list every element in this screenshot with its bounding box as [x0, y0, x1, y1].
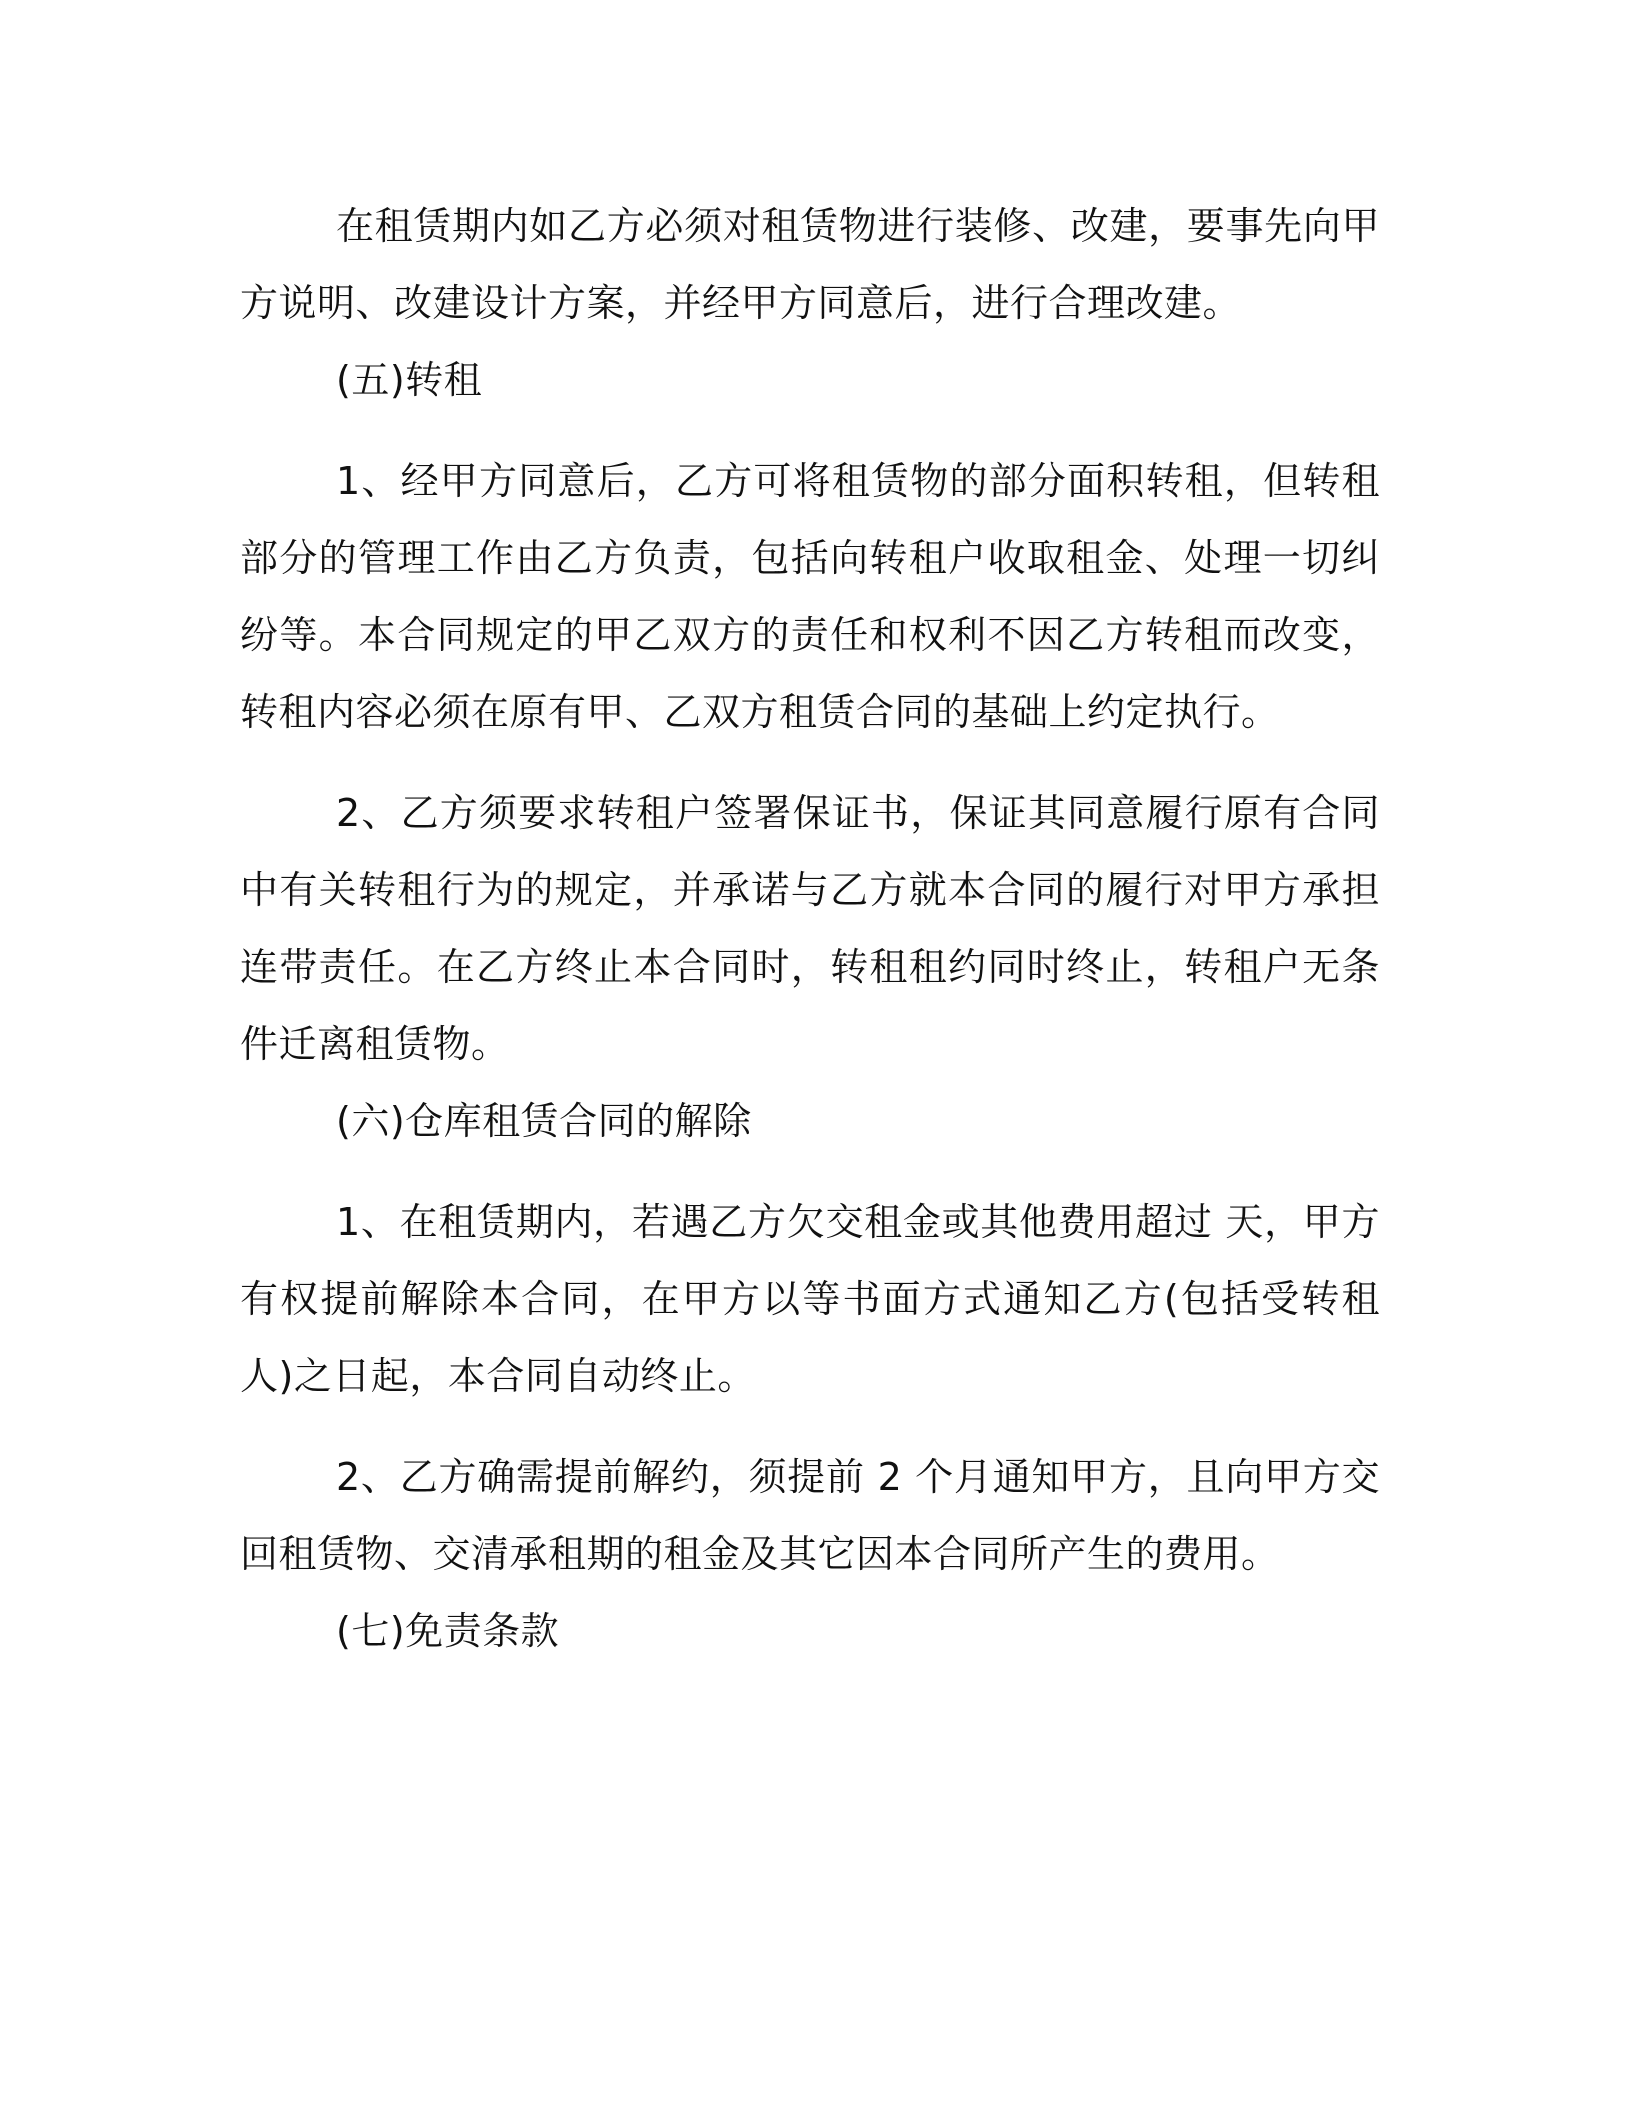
section-heading-exemption: (七)免责条款 — [336, 1609, 560, 1653]
paragraph-termination-2: 2、乙方确需提前解约，须提前 2 个月通知甲方，且向甲方交回租赁物、交清承租期的租金及其它因本合同所产生的费用。 — [240, 1455, 1380, 1576]
section-heading-termination: (六)仓库租赁合同的解除 — [336, 1099, 752, 1143]
paragraph-sublease-2: 2、乙方须要求转租户签署保证书，保证其同意履行原有合同中有关转租行为的规定，并承诺与乙方就本合同的履行对甲方承担连带责任。在乙方终止本合同时，转租租约同时终止，转租户无条件迁离租赁物。 — [240, 791, 1380, 1066]
paragraph-termination-1: 1、在租赁期内，若遇乙方欠交租金或其他费用超过 天，甲方有权提前解除本合同，在甲方以等书面方式通知乙方(包括受转租人)之日起，本合同自动终止。 — [240, 1200, 1381, 1398]
paragraph-sublease-1: 1、经甲方同意后，乙方可将租赁物的部分面积转租，但转租部分的管理工作由乙方负责，包括向转租户收取租金、处理一切纠纷等。本合同规定的甲乙双方的责任和权利不因乙方转租而改变，转租内容必须在原有甲、乙双方租赁合同的基础上约定执行。 — [240, 459, 1380, 734]
section-heading-sublease: (五)转租 — [336, 358, 483, 402]
document-body — [240, 188, 1380, 1670]
paragraph-renovation: 在租赁期内如乙方必须对租赁物进行装修、改建，要事先向甲方说明、改建设计方案，并经甲方同意后，进行合理改建。 — [240, 204, 1380, 325]
